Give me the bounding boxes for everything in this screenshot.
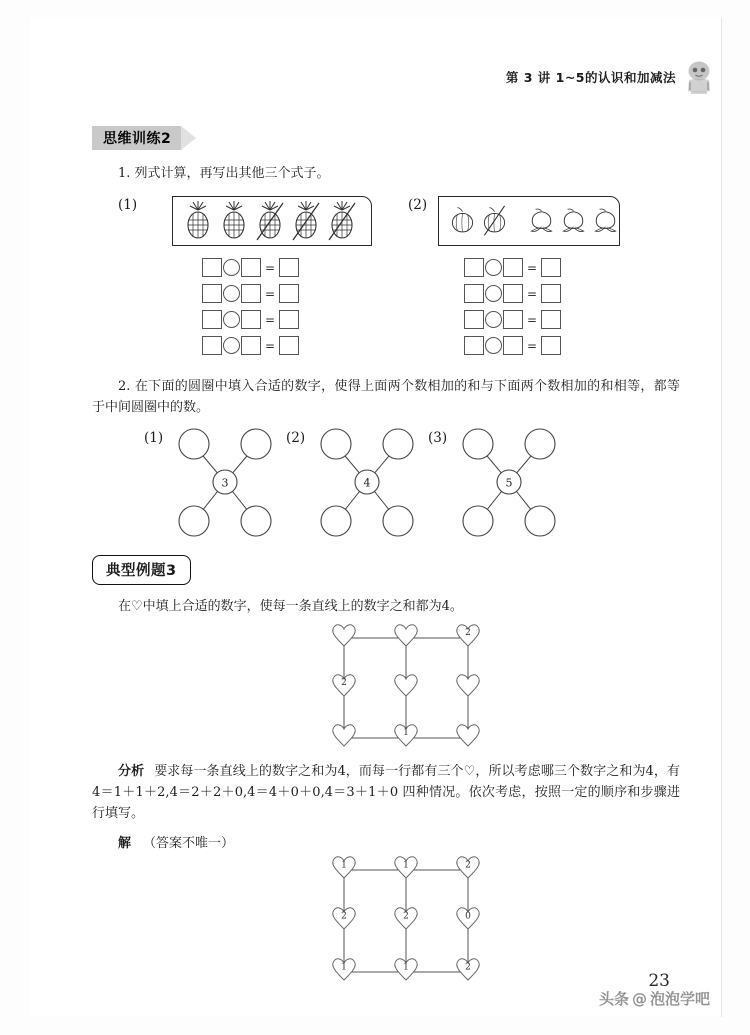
x-node-bottom-right bbox=[241, 506, 271, 536]
pineapple-icon-3-crossed bbox=[253, 200, 287, 242]
x-diagram-2-center-value: 4 bbox=[363, 476, 371, 490]
running-header bbox=[30, 58, 716, 96]
x-node-bottom-left bbox=[179, 506, 209, 536]
x-diagram-1-center-value: 3 bbox=[221, 476, 229, 490]
answer-box-b[interactable] bbox=[241, 258, 261, 277]
page-content-area bbox=[30, 18, 722, 1017]
example-problem-heart-grid bbox=[316, 622, 496, 754]
peach-icon-1 bbox=[528, 202, 555, 240]
x-node-top-left bbox=[463, 429, 493, 459]
answer-box-b[interactable] bbox=[503, 258, 523, 277]
equation-row bbox=[202, 310, 299, 329]
watermark-prefix: 头条 bbox=[598, 990, 629, 1008]
section-banner-example bbox=[92, 555, 191, 585]
x-diagram-1-label: (1) bbox=[144, 430, 164, 446]
heart-cell-r2c2 bbox=[395, 675, 418, 696]
equals-sign: = bbox=[526, 260, 538, 275]
heart-cell-r1c3 bbox=[457, 625, 480, 646]
solution-value-r2c3: 0 bbox=[465, 911, 471, 922]
question-1-number: 1. bbox=[118, 166, 131, 181]
example-solution-heart-grid bbox=[316, 854, 496, 989]
answer-box-a[interactable] bbox=[202, 336, 222, 355]
equals-sign: = bbox=[264, 338, 276, 353]
x-diagram-3-label: (3) bbox=[428, 430, 448, 446]
equation-row bbox=[464, 336, 561, 355]
x-node-bottom-right bbox=[383, 506, 413, 536]
operator-circle[interactable] bbox=[485, 285, 502, 302]
operator-circle[interactable] bbox=[485, 337, 502, 354]
x-node-top-right bbox=[241, 429, 271, 459]
heart-value-r2c1: 2 bbox=[341, 678, 347, 688]
x-node-top-right bbox=[525, 429, 555, 459]
equation-row bbox=[464, 258, 561, 277]
x-diagram-3-graphic bbox=[454, 426, 564, 538]
question-2-text bbox=[92, 376, 680, 418]
answer-box-a[interactable] bbox=[464, 284, 484, 303]
section-banner-training bbox=[92, 126, 196, 150]
solution-heart-cell-r1c3 bbox=[457, 857, 480, 878]
peach-icon-2 bbox=[560, 202, 587, 240]
pumpkin-icon-1 bbox=[449, 202, 476, 240]
heart-cell-r2c3 bbox=[457, 675, 480, 696]
page-edge-divider bbox=[721, 18, 722, 1017]
heart-cell-r1c1 bbox=[333, 625, 356, 646]
pineapple-icon-4-crossed bbox=[289, 200, 323, 242]
heart-value-r1c3: 2 bbox=[465, 628, 471, 638]
banner-arrow-icon bbox=[181, 126, 196, 150]
solution-value-r3c1: 1 bbox=[341, 962, 347, 973]
solution-heart-cell-r2c3 bbox=[457, 908, 480, 929]
running-title: 第 3 讲 1~5的认识和加减法 bbox=[505, 70, 676, 85]
equals-sign: = bbox=[264, 286, 276, 301]
analysis-paragraph bbox=[92, 761, 680, 824]
equation-row bbox=[464, 284, 561, 303]
operator-circle[interactable] bbox=[485, 311, 502, 328]
x-diagram-2-label: (2) bbox=[286, 430, 306, 446]
q1-item-2-label: (2) bbox=[408, 197, 428, 213]
heart-grid-graphic bbox=[316, 622, 496, 754]
equals-sign: = bbox=[526, 286, 538, 301]
page-number: 23 bbox=[648, 971, 670, 991]
answer-box-result[interactable] bbox=[541, 310, 561, 329]
example-prompt: 在♡中填上合适的数字，使每一条直线上的数字之和都为4。 bbox=[118, 599, 463, 614]
question-2-body: 在下面的圆圈中填入合适的数字，使得上面两个数相加的和与下面两个数相加的和相等，都等于中间圆圈中的数。 bbox=[92, 379, 680, 415]
q1-item-2-picture-box bbox=[438, 196, 620, 246]
solution-value-r3c3: 2 bbox=[465, 962, 471, 973]
watermark-handle: 泡泡学吧 bbox=[649, 990, 710, 1008]
answer-box-result[interactable] bbox=[541, 284, 561, 303]
pumpkin-icon-2-crossed bbox=[481, 202, 508, 240]
equation-row bbox=[202, 258, 299, 277]
solution-heart-cell-r3c2 bbox=[395, 959, 418, 980]
q1-item-1-label: (1) bbox=[118, 197, 138, 213]
student-mascot-icon bbox=[682, 58, 716, 96]
solution-heart-cell-r3c3 bbox=[457, 959, 480, 980]
pineapple-icon-5-crossed bbox=[325, 200, 359, 242]
heart-cell-r3c1 bbox=[333, 725, 356, 746]
x-node-top-right bbox=[383, 429, 413, 459]
answer-box-b[interactable] bbox=[503, 310, 523, 329]
answer-box-b[interactable] bbox=[503, 284, 523, 303]
operator-circle[interactable] bbox=[223, 311, 240, 328]
solution-heart-cell-r3c1 bbox=[333, 959, 356, 980]
analysis-text: 要求每一条直线上的数字之和为4，而每一行都有三个♡，所以考虑哪三个数字之和为4，有4＝1＋1＋2,4＝2＋2＋0,4＝4＋0＋0,4＝3＋1＋0 四种情况。依次考虑，按照一定的顺序和步骤进行填写。 bbox=[92, 764, 680, 821]
answer-box-result[interactable] bbox=[541, 336, 561, 355]
answer-box-a[interactable] bbox=[464, 310, 484, 329]
answer-box-a[interactable] bbox=[464, 258, 484, 277]
pumpkin-peach-row bbox=[439, 197, 619, 245]
equation-row bbox=[202, 336, 299, 355]
solution-heart-cell-r1c1 bbox=[333, 857, 356, 878]
heart-cell-r1c2 bbox=[395, 625, 418, 646]
peach-icon-3 bbox=[592, 202, 619, 240]
answer-box-b[interactable] bbox=[241, 310, 261, 329]
q1-item-1-picture-box bbox=[172, 196, 372, 246]
solution-label: 解 bbox=[118, 836, 132, 851]
operator-circle[interactable] bbox=[485, 259, 502, 276]
x-node-top-left bbox=[321, 429, 351, 459]
solution-line bbox=[92, 833, 680, 854]
answer-box-b[interactable] bbox=[241, 336, 261, 355]
heart-cell-r3c3 bbox=[457, 725, 480, 746]
solution-heart-cell-r1c2 bbox=[395, 857, 418, 878]
x-diagram-2-graphic bbox=[312, 426, 422, 538]
equation-row bbox=[202, 284, 299, 303]
equation-row bbox=[464, 310, 561, 329]
question-1-text bbox=[92, 163, 677, 184]
solution-value-r1c1: 1 bbox=[341, 860, 347, 871]
section-banner-training-label: 思维训练2 bbox=[92, 126, 181, 150]
operator-circle[interactable] bbox=[223, 285, 240, 302]
x-diagram-3-center-value: 5 bbox=[505, 476, 513, 490]
x-diagram-2 bbox=[286, 426, 422, 538]
x-node-bottom-right bbox=[525, 506, 555, 536]
solution-heart-grid-graphic bbox=[316, 854, 496, 989]
x-node-bottom-left bbox=[463, 506, 493, 536]
pineapple-icon-1 bbox=[181, 200, 215, 242]
q1-item-2-equations bbox=[464, 258, 561, 362]
answer-box-result[interactable] bbox=[279, 336, 299, 355]
answer-box-result[interactable] bbox=[279, 284, 299, 303]
solution-note: （答案不唯一） bbox=[143, 836, 235, 851]
question-1-body: 列式计算，再写出其他三个式子。 bbox=[134, 166, 330, 181]
answer-box-a[interactable] bbox=[202, 310, 222, 329]
analysis-label: 分析 bbox=[118, 764, 145, 779]
operator-circle[interactable] bbox=[223, 259, 240, 276]
answer-box-a[interactable] bbox=[464, 336, 484, 355]
x-diagram-1-graphic bbox=[170, 426, 280, 538]
x-node-top-left bbox=[179, 429, 209, 459]
watermark bbox=[599, 988, 710, 1009]
solution-value-r1c2: 1 bbox=[403, 860, 409, 871]
solution-heart-cell-r2c1 bbox=[333, 908, 356, 929]
section-banner-example-label: 典型例题3 bbox=[106, 563, 177, 579]
heart-cell-r2c1 bbox=[333, 675, 356, 696]
answer-box-result[interactable] bbox=[279, 258, 299, 277]
solution-heart-cell-r2c2 bbox=[395, 908, 418, 929]
pineapple-row bbox=[173, 197, 371, 245]
equals-sign: = bbox=[526, 338, 538, 353]
answer-box-a[interactable] bbox=[202, 284, 222, 303]
q1-item-1-equations bbox=[202, 258, 299, 362]
watermark-at-symbol: @ bbox=[631, 989, 647, 1008]
answer-box-result[interactable] bbox=[279, 310, 299, 329]
pineapple-icon-2 bbox=[217, 200, 251, 242]
x-diagram-1 bbox=[144, 426, 280, 538]
equals-sign: = bbox=[526, 312, 538, 327]
answer-box-result[interactable] bbox=[541, 258, 561, 277]
heart-value-r3c2: 1 bbox=[403, 728, 409, 738]
solution-value-r3c2: 1 bbox=[403, 962, 409, 973]
equals-sign: = bbox=[264, 312, 276, 327]
answer-box-b[interactable] bbox=[241, 284, 261, 303]
solution-value-r2c1: 2 bbox=[341, 911, 347, 922]
solution-value-r1c3: 2 bbox=[465, 860, 471, 871]
x-diagram-3 bbox=[428, 426, 564, 538]
x-node-bottom-left bbox=[321, 506, 351, 536]
equals-sign: = bbox=[264, 260, 276, 275]
answer-box-a[interactable] bbox=[202, 258, 222, 277]
heart-cell-r3c2 bbox=[395, 725, 418, 746]
operator-circle[interactable] bbox=[223, 337, 240, 354]
solution-value-r2c2: 2 bbox=[403, 911, 409, 922]
answer-box-b[interactable] bbox=[503, 336, 523, 355]
question-2-number: 2. bbox=[118, 379, 131, 394]
